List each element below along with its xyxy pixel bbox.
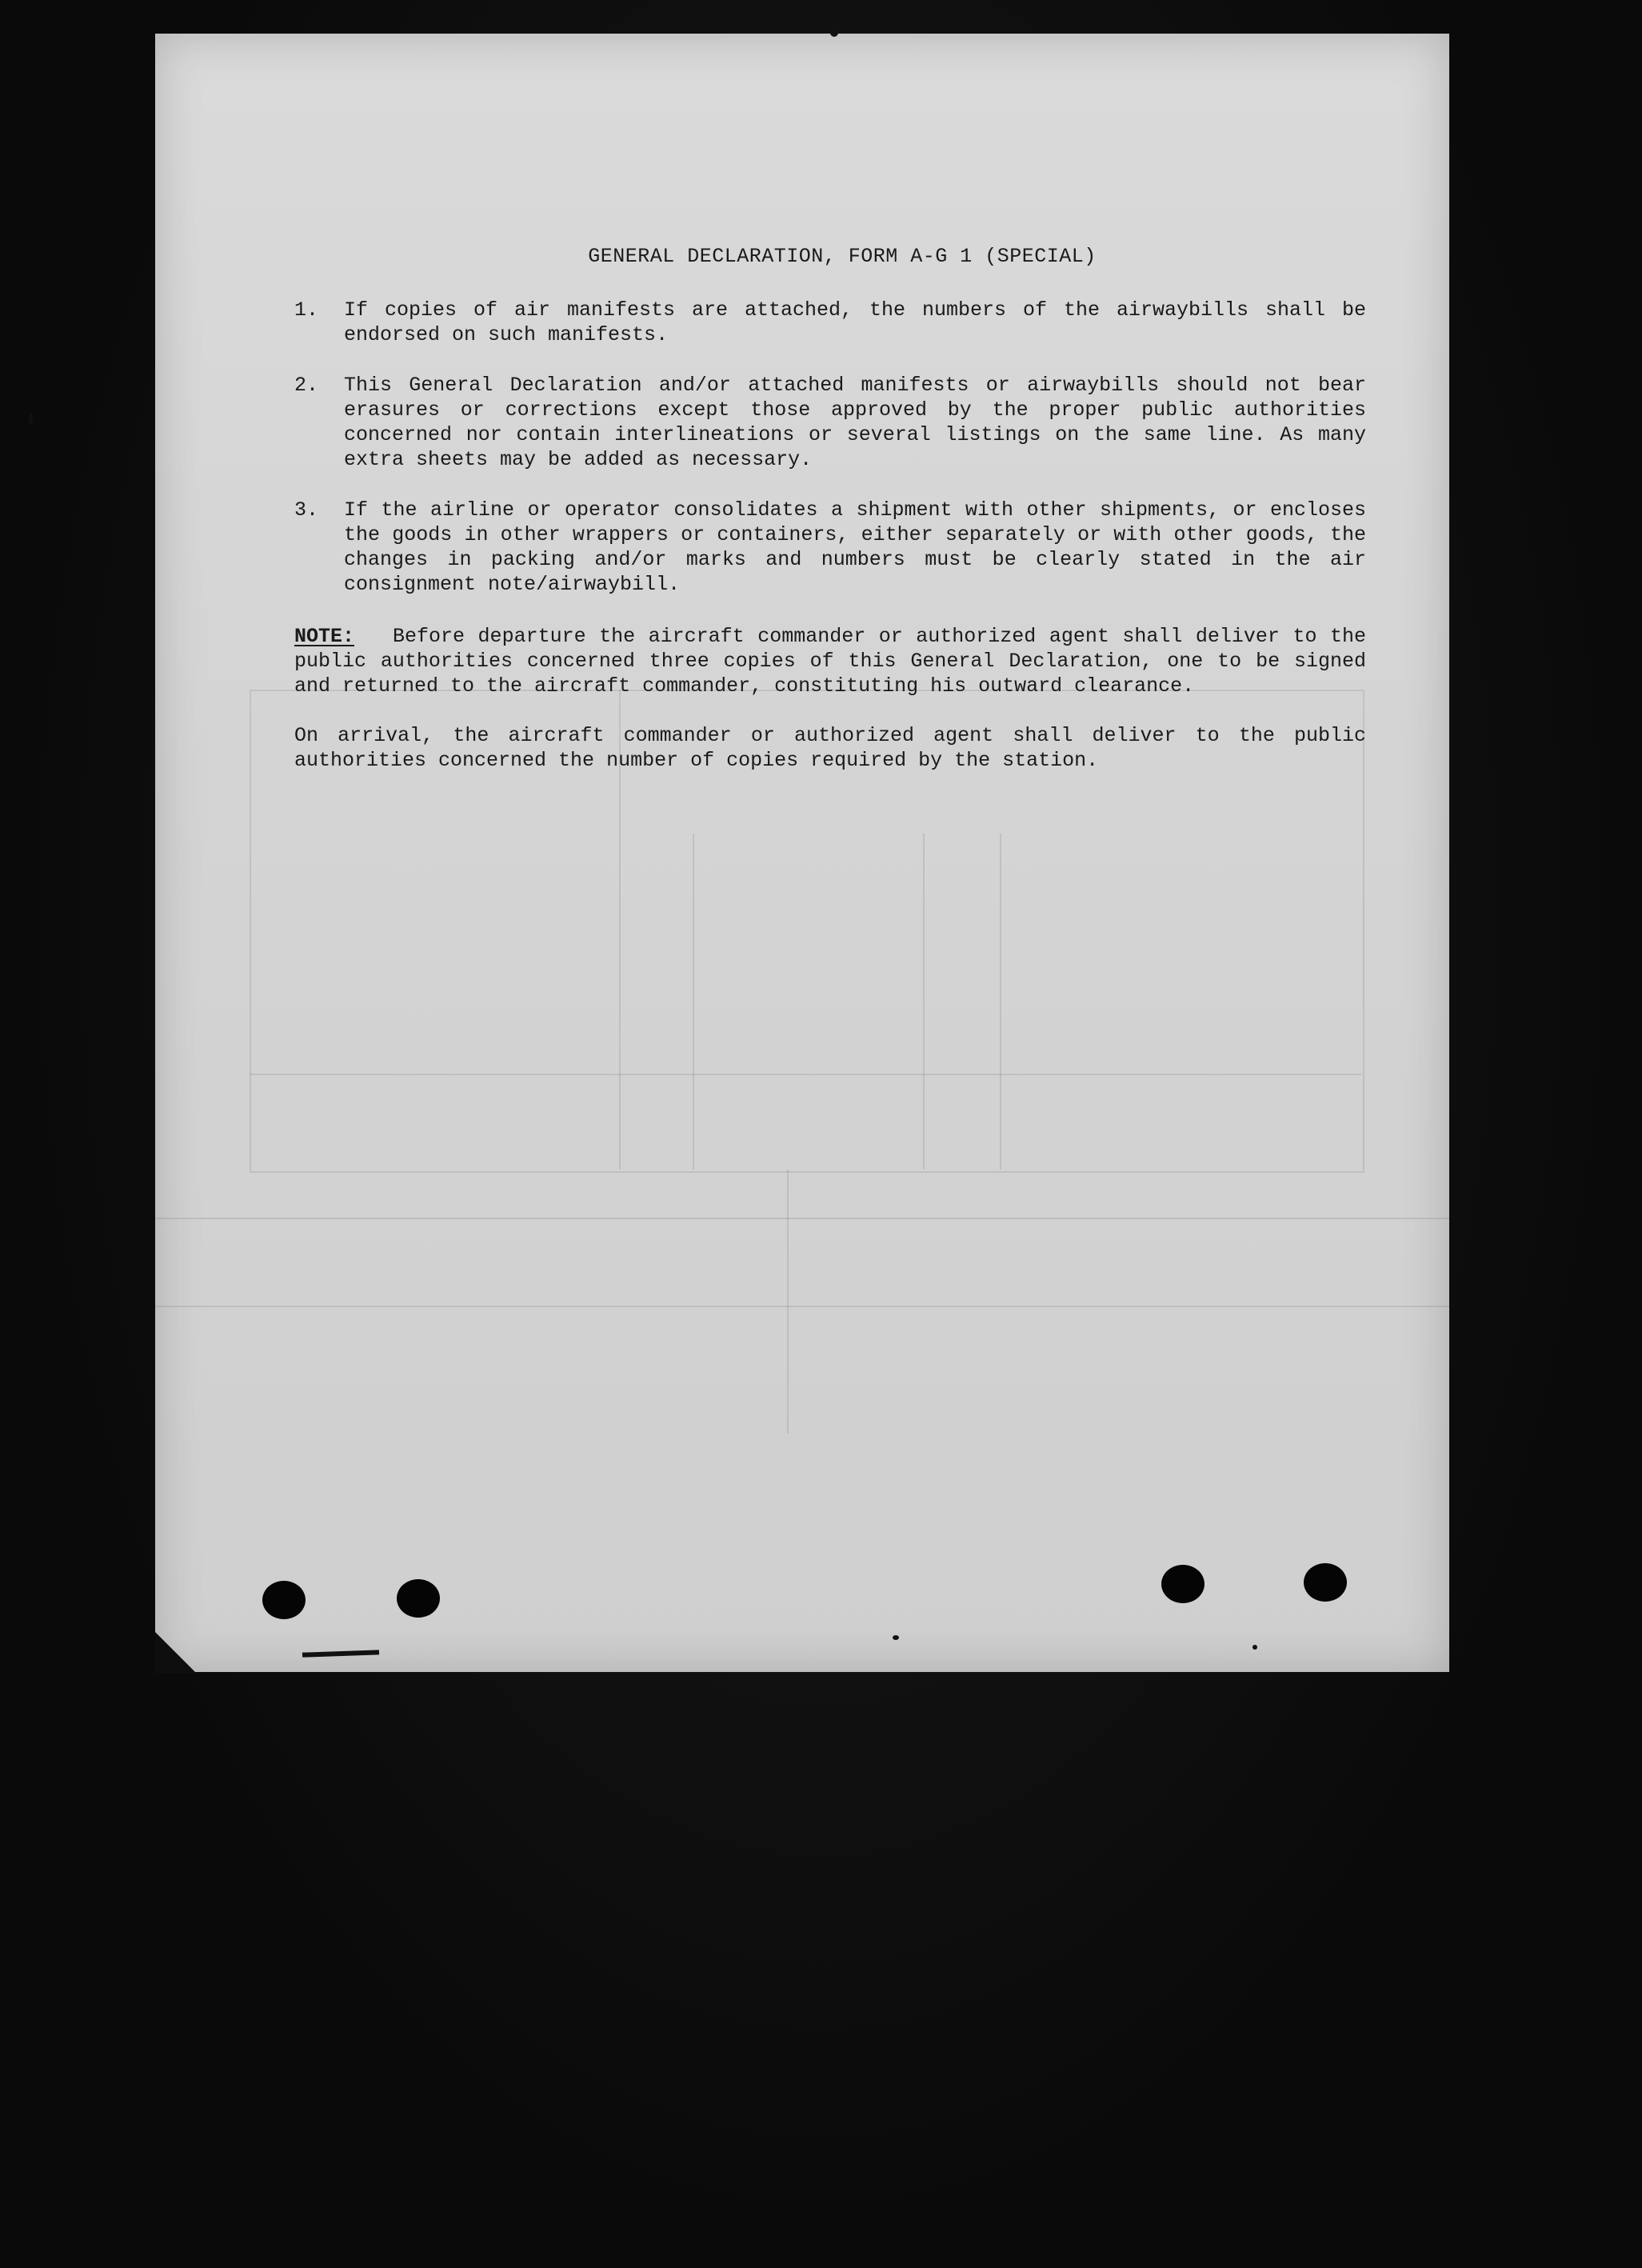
- speck: [29, 413, 33, 424]
- note-paragraph: [294, 624, 1366, 698]
- item-number: 1.: [294, 298, 319, 322]
- punch-hole: [262, 1581, 306, 1619]
- instruction-item: [294, 373, 1366, 472]
- declaration-text-block: [294, 244, 1366, 773]
- ghost-table-divider: [923, 834, 925, 1170]
- note-label: NOTE:: [294, 625, 355, 648]
- item-text: If copies of air manifests are attached, the numbers of the airwaybills shall be endorsed on such manifests.: [344, 298, 1366, 346]
- ghost-table-rule: [250, 1074, 1361, 1075]
- document-title: GENERAL DECLARATION, FORM A-G 1 (SPECIAL): [588, 245, 1097, 268]
- speck: [893, 1635, 899, 1640]
- ghost-table-divider: [1000, 834, 1001, 1170]
- punch-hole: [397, 1579, 440, 1618]
- note-text: Before departure the aircraft commander or authorized agent shall deliver to the public authorities concerned three copies of this General Declaration, one to be signed and returned to the aircraft commander, constituting his outward clearance.: [294, 625, 1366, 698]
- ghost-table-rule: [155, 1218, 1449, 1219]
- punch-hole: [1161, 1565, 1205, 1603]
- item-number: 2.: [294, 374, 319, 397]
- item-number: 3.: [294, 498, 319, 522]
- ghost-table-divider: [787, 1170, 789, 1434]
- punch-hole: [1304, 1563, 1347, 1602]
- speck: [830, 29, 838, 37]
- instruction-item: [294, 298, 1366, 347]
- corner-fold: [155, 1632, 197, 1674]
- item-text: If the airline or operator consolidates a shipment with other shipments, or encloses the goods in other wrappers or containers, either separately or with other goods, the changes in packing and/or marks and numbers must be clearly stated in the air consignment note/airwaybill.: [344, 498, 1366, 596]
- arrival-paragraph: On arrival, the aircraft commander or authorized agent shall deliver to the public authorities concerned the number of copies required by the station.: [294, 724, 1366, 772]
- ghost-table-rule: [155, 1306, 1449, 1307]
- item-text: This General Declaration and/or attached manifests or airwaybills should not bear erasures or corrections except those approved by the proper public authorities concerned nor contain interlineations or several listings on the same line. As many extra sheets may be added as necessary.: [344, 374, 1366, 471]
- speck: [1252, 1645, 1257, 1650]
- instruction-item: [294, 498, 1366, 597]
- ghost-table-divider: [693, 834, 694, 1170]
